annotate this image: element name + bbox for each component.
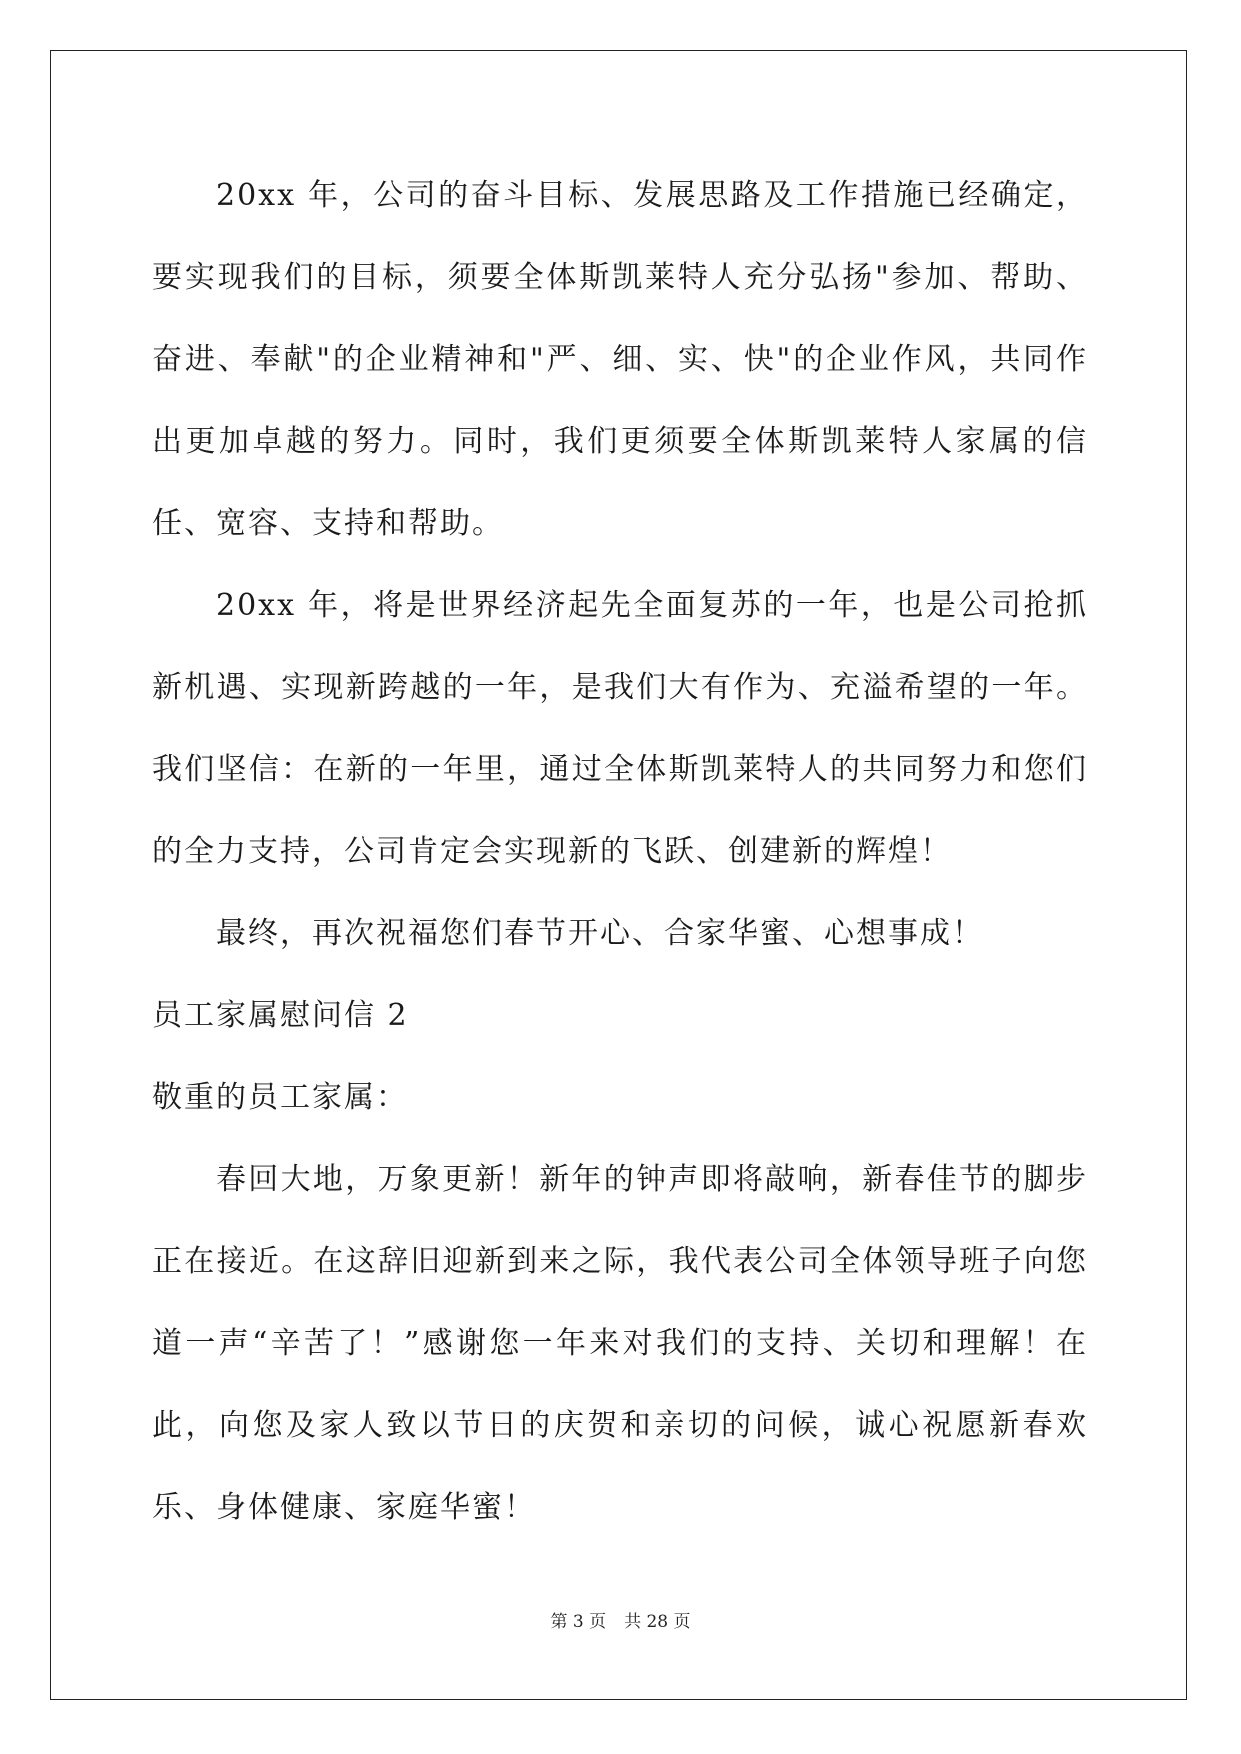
paragraph-outlook: 20xx 年，将是世界经济起先全面复苏的一年，也是公司抢抓新机遇、实现新跨越的一年，是我们大有作为、充溢希望的一年。我们坚信：在新的一年里，通过全体斯凯莱特人的共同努力和您们的全力支持，公司肯定会实现新的飞跃、创建新的辉煌！ (152, 588, 1088, 869)
section-title: 员工家属慰问信 2 (152, 998, 409, 1033)
page-number: 第 3 页 (550, 1612, 607, 1632)
paragraph-goals: 20xx 年，公司的奋斗目标、发展思路及工作措施已经确定，要实现我们的目标，须要全体斯凯莱特人充分弘扬"参加、帮助、奋进、奉献"的企业精神和"严、细、实、快"的企业作风，共同作出更加卓越的努力。同时，我们更须要全体斯凯莱特人家属的信任、宽容、支持和帮助。 (152, 178, 1088, 541)
page-total: 共 28 页 (624, 1612, 691, 1632)
document-body (152, 155, 1088, 1549)
paragraph-closing-wishes: 最终，再次祝福您们春节开心、合家华蜜、心想事成！ (216, 916, 984, 951)
salutation: 敬重的员工家属： (152, 1080, 408, 1115)
paragraph-new-year-greeting: 春回大地，万象更新！新年的钟声即将敲响，新春佳节的脚步正在接近。在这辞旧迎新到来之际，我代表公司全体领导班子向您道一声“辛苦了！”感谢您一年来对我们的支持、关切和理解！在此，向您及家人致以节日的庆贺和亲切的问候，诚心祝愿新春欢乐、身体健康、家庭华蜜！ (152, 1162, 1088, 1525)
page-footer (0, 1607, 1241, 1632)
